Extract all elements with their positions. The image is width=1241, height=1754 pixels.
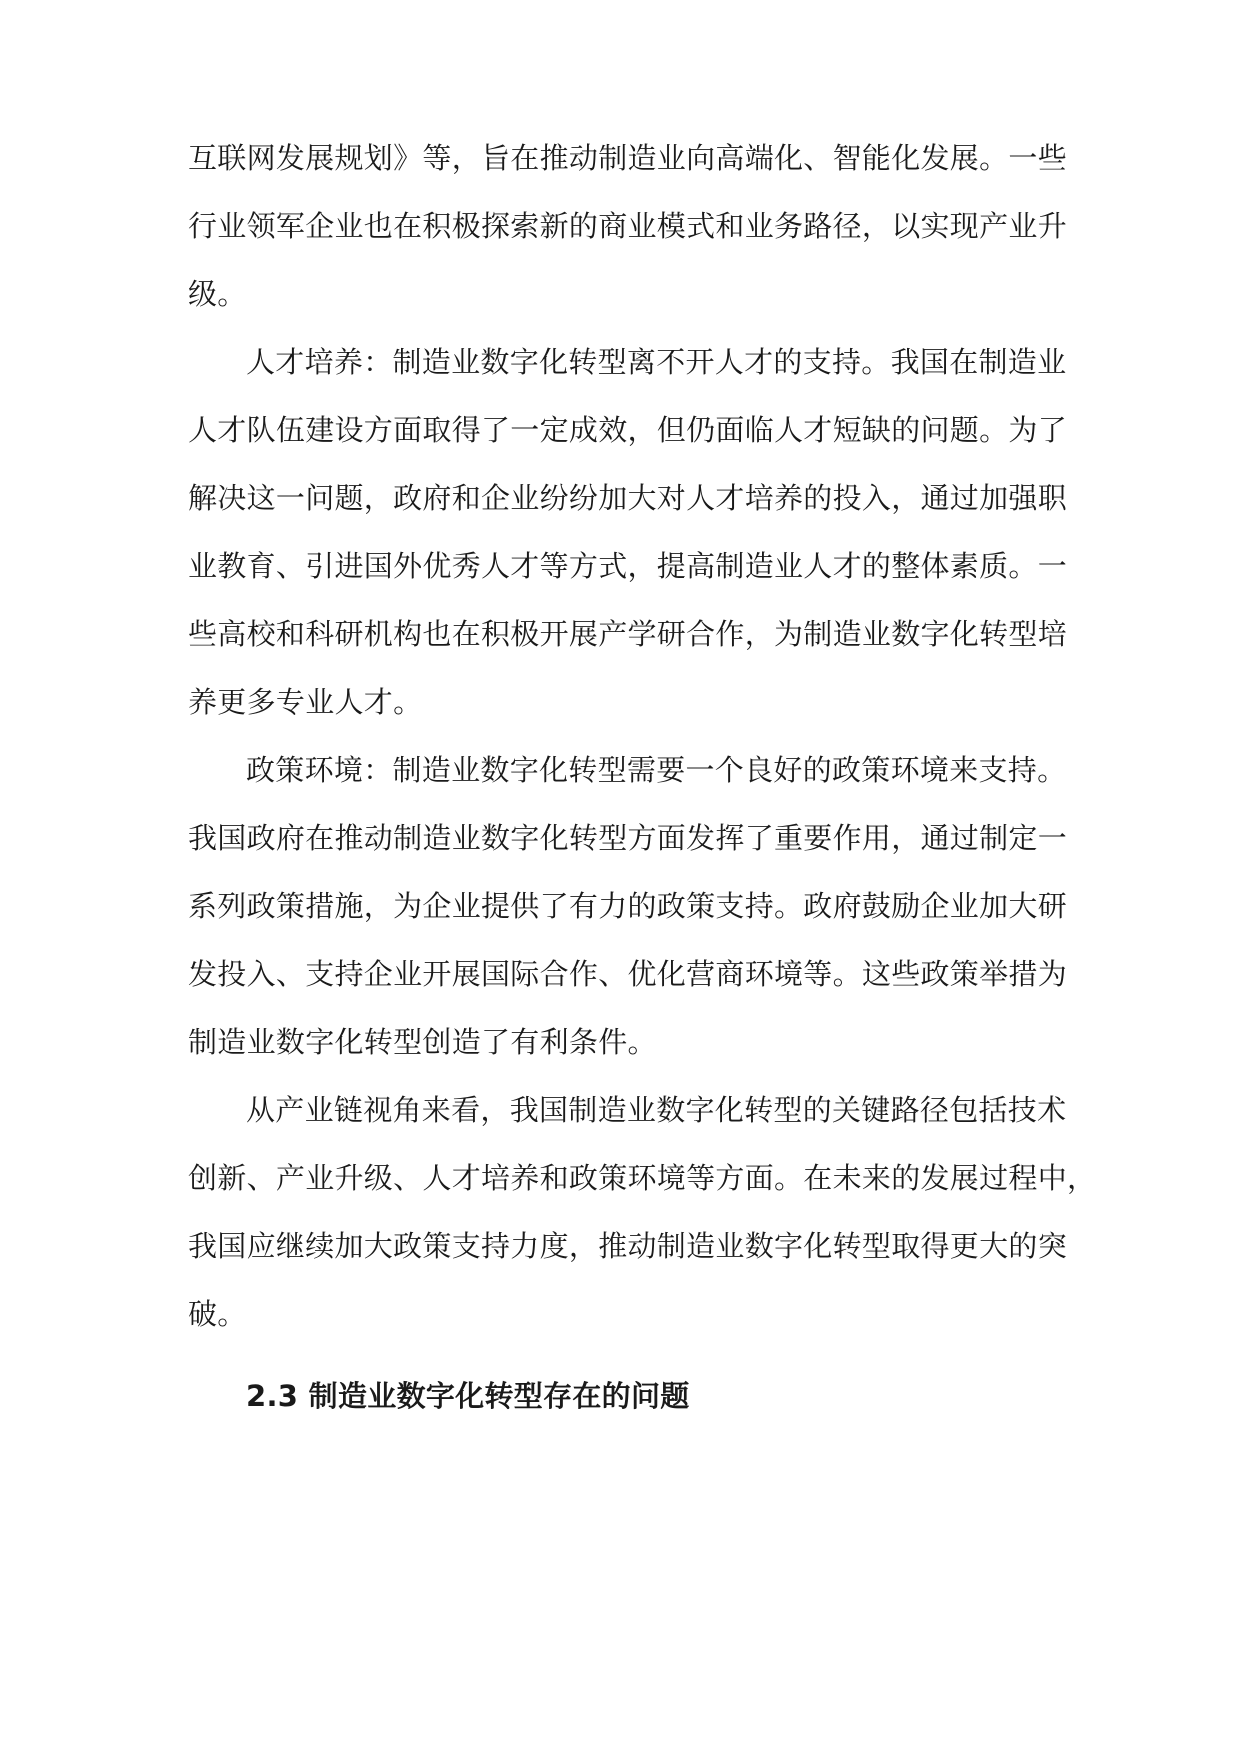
paragraph-4-line-3: 我国应继续加大政策支持力度，推动制造业数字化转型取得更大的突	[188, 1229, 1068, 1263]
paragraph-2-line-6: 养更多专业人才。	[188, 685, 423, 719]
paragraph-1-line-1: 互联网发展规划》等，旨在推动制造业向高端化、智能化发展。一些	[188, 141, 1068, 175]
paragraph-3-line-3: 系列政策措施，为企业提供了有力的政策支持。政府鼓励企业加大研	[188, 889, 1068, 923]
paragraph-2-line-4: 业教育、引进国外优秀人才等方式，提高制造业人才的整体素质。一	[188, 549, 1068, 583]
paragraph-1-line-3: 级。	[188, 277, 247, 311]
paragraph-4-line-4: 破。	[188, 1297, 247, 1331]
paragraph-2-line-2: 人才队伍建设方面取得了一定成效，但仍面临人才短缺的问题。为了	[188, 413, 1068, 447]
paragraph-3-line-4: 发投入、支持企业开展国际合作、优化营商环境等。这些政策举措为	[188, 957, 1068, 991]
paragraph-2-line-1: 人才培养：制造业数字化转型离不开人才的支持。我国在制造业	[246, 345, 1067, 379]
paragraph-2-line-3: 解决这一问题，政府和企业纷纷加大对人才培养的投入，通过加强职	[188, 481, 1068, 515]
paragraph-3-line-1: 政策环境：制造业数字化转型需要一个良好的政策环境来支持。	[246, 753, 1067, 787]
paragraph-3-line-2: 我国政府在推动制造业数字化转型方面发挥了重要作用，通过制定一	[188, 821, 1068, 855]
paragraph-2-line-5: 些高校和科研机构也在积极开展产学研合作，为制造业数字化转型培	[188, 617, 1068, 651]
paragraph-4-line-1: 从产业链视角来看，我国制造业数字化转型的关键路径包括技术	[246, 1093, 1067, 1127]
paragraph-3-line-5: 制造业数字化转型创造了有利条件。	[188, 1025, 657, 1059]
paragraph-1-line-2: 行业领军企业也在积极探索新的商业模式和业务路径，以实现产业升	[188, 209, 1068, 243]
paragraph-4-line-2: 创新、产业升级、人才培养和政策环境等方面。在未来的发展过程中，	[188, 1161, 1097, 1195]
section-heading: 2.3 制造业数字化转型存在的问题	[246, 1379, 690, 1413]
